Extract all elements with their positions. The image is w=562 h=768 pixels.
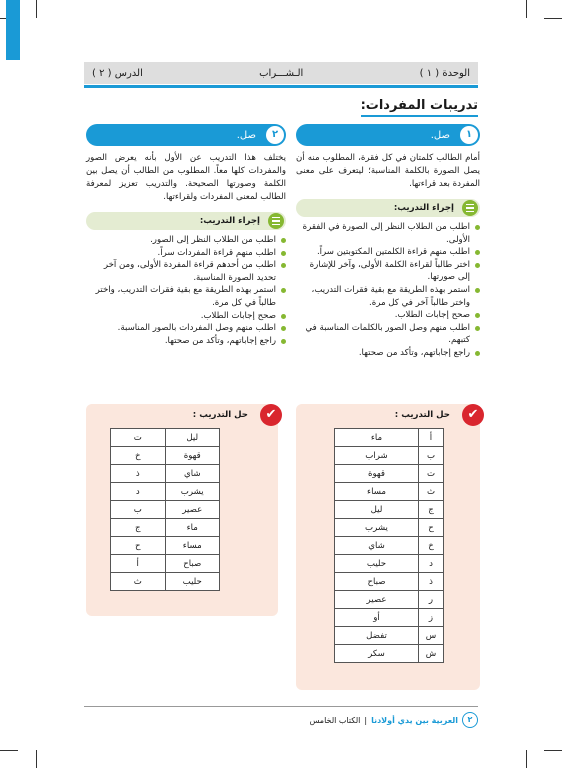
table-cell: يشرب [335, 519, 419, 537]
exercise-label: صل. [236, 129, 256, 141]
edge-tab [6, 0, 20, 60]
step-item: اطلب منهم وصل المفردات بالصور المناسبة. [86, 322, 286, 335]
checkmark-icon: ✔ [260, 404, 282, 426]
table-cell: قهوة [165, 447, 220, 465]
procedure-steps [86, 234, 286, 347]
exercise-2-header [86, 124, 286, 146]
table-row [111, 537, 220, 555]
step-item: استمر بهذه الطريقة مع بقية فقرات التدريب، واختر طالباً في كل مرة. [86, 284, 286, 309]
page-number: ٢ [462, 712, 478, 728]
table-cell: حليب [335, 555, 419, 573]
section-title: تدريبات المفردات: [361, 98, 478, 117]
table-cell: ح [419, 519, 444, 537]
table-cell: ج [111, 519, 166, 537]
table-row [335, 591, 444, 609]
table-cell: أ [419, 429, 444, 447]
step-item: اطلب منهم قراءة المفردات سراً. [86, 247, 286, 260]
table-cell: ز [419, 609, 444, 627]
step-item: اطلب منهم وصل الصور بالكلمات المناسبة في كتبهم. [296, 322, 480, 347]
table-cell: صباح [335, 573, 419, 591]
checkmark-icon: ✔ [462, 404, 484, 426]
solution-box-2 [86, 404, 278, 616]
procedure-header [86, 212, 286, 230]
book-title: العربية بين يدي أولادنا [371, 715, 458, 725]
table-row [111, 555, 220, 573]
table-cell: ماء [165, 519, 220, 537]
table-cell: ش [419, 645, 444, 663]
table-cell: أو [335, 609, 419, 627]
answer-table [110, 428, 220, 591]
table-row [335, 645, 444, 663]
unit-label: الوحدة ( ١ ) [419, 67, 470, 79]
table-cell: حليب [165, 573, 220, 591]
exercise-1 [296, 124, 480, 360]
step-item: اطلب من الطلاب النظر إلى الصور. [86, 234, 286, 247]
topic-label: الـشـــراب [259, 67, 304, 79]
procedure-label: إجراء التدريب: [393, 203, 454, 213]
table-row [335, 573, 444, 591]
table-cell: ليل [165, 429, 220, 447]
table-cell: ت [111, 429, 166, 447]
crop-mark [36, 750, 37, 768]
solution-label: حل التدريب : [192, 410, 248, 420]
answer-table [334, 428, 444, 663]
crop-mark [0, 750, 18, 751]
table-cell: ث [111, 573, 166, 591]
exercise-number: ٢ [266, 126, 284, 144]
table-cell: يشرب [165, 483, 220, 501]
table-row [111, 429, 220, 447]
table-cell: ث [419, 483, 444, 501]
step-item: راجع إجاباتهم، وتأكد من صحتها. [296, 347, 480, 360]
table-row [111, 465, 220, 483]
table-row [335, 519, 444, 537]
page-footer [310, 712, 478, 728]
table-cell: ر [419, 591, 444, 609]
step-item: صحح إجابات الطلاب. [86, 310, 286, 323]
crop-mark [526, 0, 527, 18]
table-row [335, 537, 444, 555]
procedure-header [296, 199, 480, 217]
footer-separator: | [364, 715, 368, 725]
table-cell: قهوة [335, 465, 419, 483]
exercise-label: صل. [430, 129, 450, 141]
step-item: اطلب من أحدهم قراءة المفردة الأولى، ومن آخر تحديد الصورة المناسبة. [86, 259, 286, 284]
table-row [335, 483, 444, 501]
table-cell: شاي [335, 537, 419, 555]
table-cell: خ [419, 537, 444, 555]
crop-mark [544, 18, 562, 19]
table-cell: ذ [419, 573, 444, 591]
table-cell: ب [111, 501, 166, 519]
header-divider [84, 85, 478, 88]
table-row [335, 627, 444, 645]
table-cell: عصير [335, 591, 419, 609]
table-cell: خ [111, 447, 166, 465]
table-cell: صباح [165, 555, 220, 573]
table-row [111, 447, 220, 465]
step-item: راجع إجاباتهم، وتأكد من صحتها. [86, 335, 286, 348]
step-item: اطلب منهم قراءة الكلمتين المكتوبتين سراً. [296, 246, 480, 259]
table-cell: ليل [335, 501, 419, 519]
book-part: الكتاب الخامس [309, 715, 361, 725]
lesson-label: الدرس ( ٢ ) [92, 67, 143, 79]
step-item: اطلب من الطلاب النظر إلى الصورة في الفقرة الأولى. [296, 221, 480, 246]
crop-mark [36, 0, 37, 18]
crop-mark [544, 750, 562, 751]
table-row [111, 501, 220, 519]
table-cell: ب [419, 447, 444, 465]
table-cell: ماء [335, 429, 419, 447]
table-cell: مساء [335, 483, 419, 501]
exercise-intro: يختلف هذا التدريب عن الأول بأنه يعرض الصور والمفردات كلها معاً. المطلوب من الطالب أن يصل بين الكلمة وصورتها الصحيحة. والتدريب تعزيز لمعرفة الطالب لمعنى المفردات ولقراءتها. [86, 153, 286, 202]
procedure-label: إجراء التدريب: [199, 216, 260, 226]
exercise-number: ١ [460, 126, 478, 144]
table-row [335, 555, 444, 573]
list-icon [462, 200, 478, 216]
table-cell: أ [111, 555, 166, 573]
table-row [335, 465, 444, 483]
table-row [335, 447, 444, 465]
procedure-steps [296, 221, 480, 360]
table-cell: شراب [335, 447, 419, 465]
exercise-2 [86, 124, 286, 347]
table-cell: ت [419, 465, 444, 483]
table-cell: سكر [335, 645, 419, 663]
step-item: صحح إجابات الطلاب. [296, 309, 480, 322]
table-cell: تفضل [335, 627, 419, 645]
exercise-1-header [296, 124, 480, 146]
table-row [335, 501, 444, 519]
solution-label: حل التدريب : [394, 410, 450, 420]
footer-divider [84, 706, 478, 707]
table-cell: عصير [165, 501, 220, 519]
exercise-intro: أمام الطالب كلمتان في كل فقرة، المطلوب منه أن يصل الصورة بالكلمة المناسبة؛ ليتعرف على معنى المفردة بعد قراءتها. [296, 153, 480, 189]
table-cell: ح [111, 537, 166, 555]
step-item: استمر بهذه الطريقة مع بقية فقرات التدريب، واختر طالباً آخر في كل مرة. [296, 284, 480, 309]
page-header [84, 62, 478, 84]
table-cell: ج [419, 501, 444, 519]
table-cell: شاي [165, 465, 220, 483]
table-row [111, 573, 220, 591]
table-cell: ذ [111, 465, 166, 483]
table-row [111, 519, 220, 537]
solution-box-1 [296, 404, 480, 690]
table-row [111, 483, 220, 501]
table-cell: س [419, 627, 444, 645]
table-cell: د [111, 483, 166, 501]
table-cell: د [419, 555, 444, 573]
table-cell: مساء [165, 537, 220, 555]
step-item: اختر طالباً لقراءة الكلمة الأولى، وآخر للإشارة إلى صورتها. [296, 259, 480, 284]
table-row [335, 429, 444, 447]
crop-mark [526, 750, 527, 768]
list-icon [268, 213, 284, 229]
table-row [335, 609, 444, 627]
